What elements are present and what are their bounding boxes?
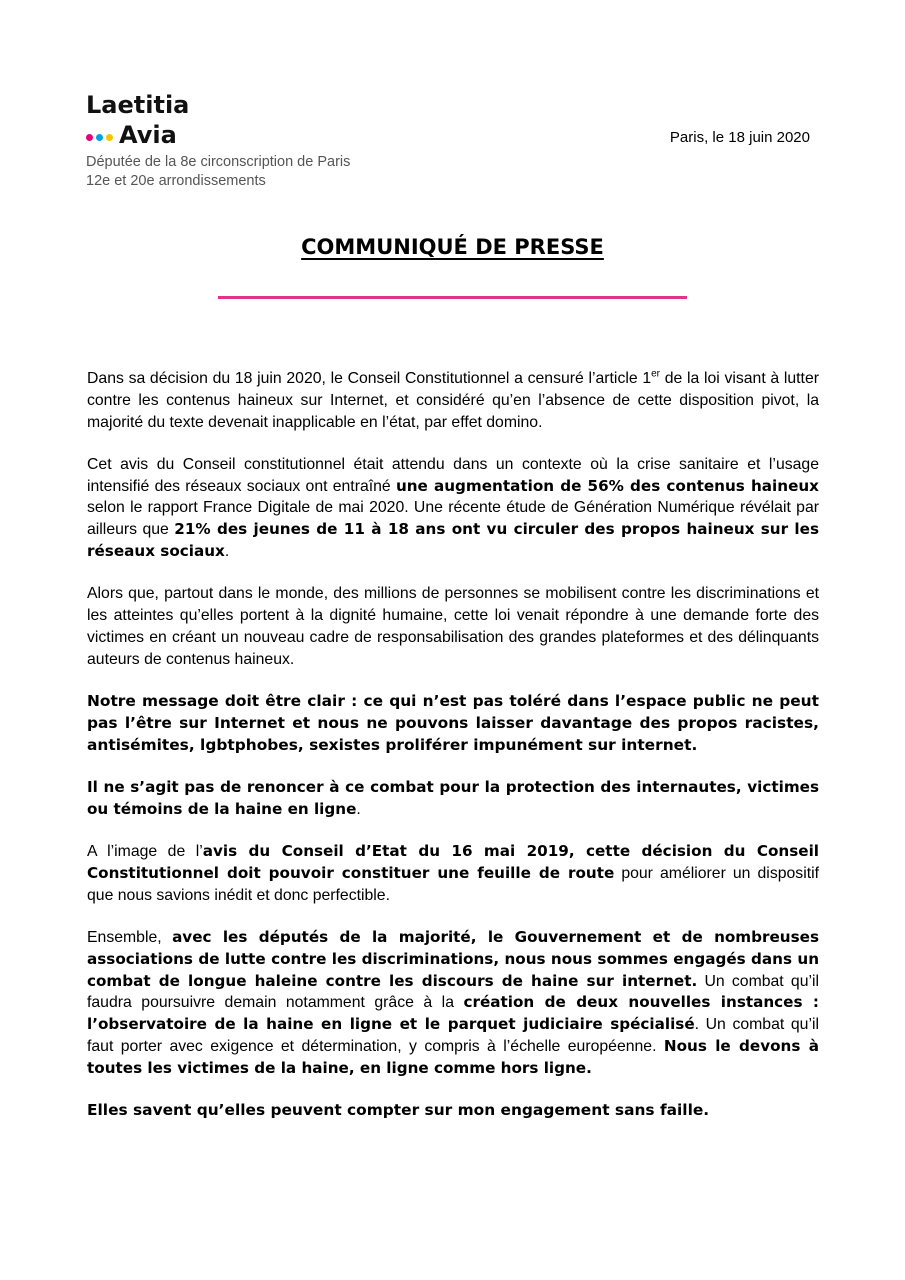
page-title: COMMUNIQUÉ DE PRESSE	[301, 235, 604, 259]
p6-text-2: pour améliorer un dispositif que nous savions inédit et donc perfectible.	[87, 864, 819, 904]
p2-text-3: .	[224, 543, 230, 561]
p2-text-2: selon le rapport France Digitale de mai 2020. Une récente étude de Génération Numérique révélait par ailleurs que	[87, 499, 819, 539]
logo-dot-yellow	[106, 134, 113, 141]
p7-bold-3: création de deux nouvelles instances : l’observatoire de la haine en ligne et le parquet judiciaire spécialisé	[87, 993, 819, 1034]
paragraph-1	[87, 368, 819, 433]
paragraph-8: Elles savent qu’elles peuvent compter sur mon engagement sans faille.	[87, 1101, 710, 1120]
p1-text-1: Dans sa décision du 18 juin 2020, le Conseil Constitutionnel a censuré l’article 1	[87, 370, 652, 387]
accent-divider	[218, 296, 687, 299]
p2-bold-1: une augmentation de 56% des contenus haineux	[395, 476, 819, 495]
p6-bold-1: avis du Conseil d’Etat du 16 mai 2019, cette décision du Conseil Constitutionnel doit pouvoir constituer une feuille de route	[87, 842, 819, 882]
subtitle-line-1: Députée de la 8e circonscription de Paris	[86, 154, 351, 170]
p7-bold-4: Nous le devons à toutes les victimes de la haine, en ligne comme hors ligne.	[87, 1036, 819, 1077]
p7-text-1: Ensemble,	[87, 928, 173, 946]
logo-last-name: Avia	[119, 121, 177, 149]
p5-bold-1: Il ne s’agit pas de renoncer à ce combat pour la protection des internautes, victimes ou témoins de la haine en ligne	[87, 777, 819, 818]
p5-text-1: .	[356, 800, 361, 818]
paragraph-2	[87, 454, 819, 563]
author-subtitle	[86, 153, 350, 191]
p2-bold-2: 21% des jeunes de 11 à 18 ans ont vu circuler des propos haineux sur les réseaux sociaux	[87, 520, 819, 561]
subtitle-line-2: 12e et 20e arrondissements	[86, 173, 266, 189]
logo-first-name: Laetitia	[86, 91, 190, 119]
dateline: Paris, le 18 juin 2020	[669, 129, 810, 146]
p1-text-2: de la loi visant à lutter contre les contenus haineux sur Internet, et considéré qu’en l’absence de cette disposition pivot, la majorité du texte devenait inapplicable en l’état, par effet domino.	[87, 370, 819, 431]
paragraph-6	[87, 841, 819, 906]
paragraph-4: Notre message doit être clair : ce qui n’est pas toléré dans l’espace public ne peut pas l’être sur Internet et nous ne pouvons laisser davantage des propos racistes, antisémites, lgbtphobes, sexistes proliférer impunément sur internet.	[87, 692, 819, 754]
logo-dots-icon	[86, 134, 113, 141]
author-logo	[86, 90, 350, 191]
paragraph-3: Alors que, partout dans le monde, des millions de personnes se mobilisent contre les discriminations et les atteintes qu’elles portent à la dignité humaine, cette loi venait répondre à une demande forte des victimes en créant un nouveau cadre de responsabilisation des grandes plateformes et des délinquants auteurs de contenus haineux.	[87, 585, 819, 668]
logo-dot-magenta	[86, 134, 93, 141]
paragraph-7	[87, 927, 819, 1080]
p7-bold-1: avec les députés de la majorité, le Gouvernement et de nombreuses associations de lutte contre les discriminations,	[87, 927, 819, 968]
p6-text-1: A l’image de l’	[87, 843, 203, 861]
logo-dot-cyan	[96, 134, 103, 141]
p7-bold-2: nous nous sommes engagés dans un combat de longue haleine contre les discours de haine sur internet.	[87, 949, 820, 990]
press-release-body	[87, 368, 819, 1142]
logo-second-row	[86, 120, 350, 150]
p7-text-2: Un combat qu’il faudra poursuivre demain notamment grâce à la	[87, 972, 820, 1012]
paragraph-5	[87, 777, 819, 821]
p2-text-1: Cet avis du Conseil constitutionnel était attendu dans un contexte où la crise sanitaire et l’usage intensifié des réseaux sociaux ont entraîné	[87, 455, 819, 495]
p7-text-3: . Un combat qu’il faut porter avec exigence et détermination, y compris à l’échelle européenne.	[87, 1016, 819, 1055]
p1-superscript: er	[651, 368, 661, 380]
